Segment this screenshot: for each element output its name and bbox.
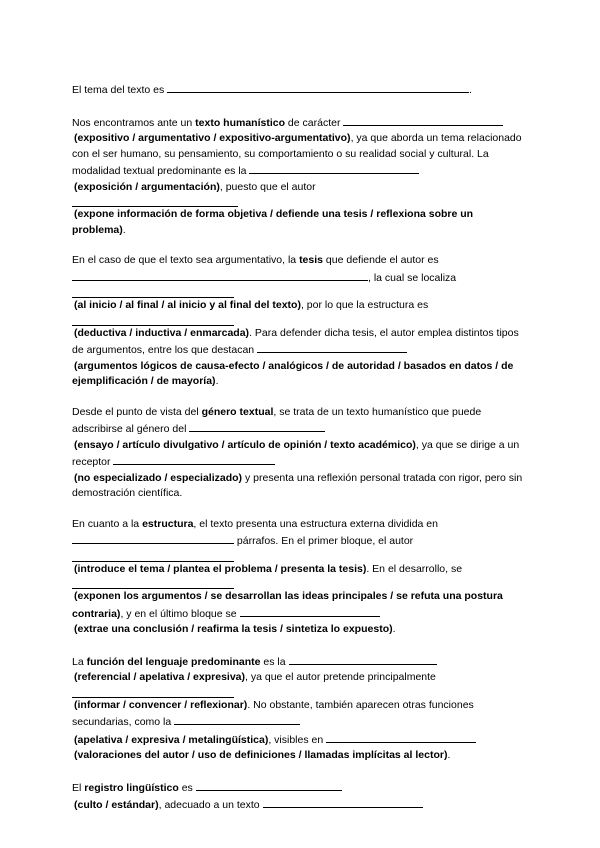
options-primer-bloque: (introduce el tema / plantea el problema / presenta la tesis)	[74, 562, 367, 575]
tema-label: El tema del texto es	[72, 84, 165, 96]
text: , el texto presenta una estructura externa dividida en	[193, 517, 438, 530]
text: . No obstante, también aparecen otras funciones secundarias, como la	[72, 698, 474, 728]
text: En cuanto a la	[72, 517, 143, 530]
text: El	[72, 781, 85, 794]
text: .	[447, 749, 451, 761]
ultimo-bloque-blank[interactable]	[240, 605, 380, 617]
text: , por lo que la estructura es	[300, 299, 429, 311]
text: , ya que el autor pretende principalmente	[245, 671, 436, 683]
argumentos-blank[interactable]	[257, 341, 407, 353]
text: y presenta una reflexión personal tratada con rigor, pero sin demostración científica.	[72, 471, 523, 499]
paragraph-estructura	[72, 517, 528, 638]
tesis-blank[interactable]	[72, 269, 368, 281]
tema-end: .	[469, 84, 473, 96]
text: , adecuado a un texto	[158, 799, 260, 811]
options-caracter: (expositivo / argumentativo / expositivo-argumentativo)	[74, 132, 351, 144]
funcion-blank[interactable]	[289, 653, 437, 665]
text: párrafos. En el primer bloque, el autor	[234, 535, 414, 547]
text: La	[72, 655, 87, 668]
desarrollo-blank[interactable]	[72, 577, 234, 589]
genero-blank[interactable]	[189, 420, 325, 432]
text: , ya que se dirige a un receptor	[72, 438, 520, 468]
options-genero: (ensayo / artículo divulgativo / artículo de opinión / texto académico)	[74, 438, 416, 451]
parrafos-blank[interactable]	[72, 532, 234, 544]
paragraph-tipologia	[72, 114, 528, 239]
paragraph-registro	[72, 779, 528, 814]
primer-bloque-blank[interactable]	[72, 550, 234, 562]
paragraph-funcion	[72, 653, 528, 764]
text: , puesto que el autor	[219, 180, 316, 193]
text: , visibles en	[268, 733, 324, 746]
text: .	[392, 623, 396, 635]
options-pretende: (informar / convencer / reflexionar)	[74, 698, 248, 711]
text: Desde el punto de vista del	[72, 405, 202, 418]
text: .	[215, 375, 219, 387]
text: que defiende el autor es	[323, 254, 439, 266]
estructura-tesis-blank[interactable]	[72, 314, 234, 326]
options-receptor: (no especializado / especializado)	[74, 471, 243, 484]
tema-blank[interactable]	[167, 81, 469, 93]
options-intencion: (expone información de forma objetiva / defiende una tesis / reflexiona sobre un problema)	[72, 208, 474, 236]
registro-blank[interactable]	[196, 779, 342, 791]
options-localizacion: (al inicio / al final / al inicio y al final del texto)	[74, 299, 301, 311]
text: de carácter	[285, 116, 341, 129]
text: .	[122, 223, 126, 236]
visibles-en-blank[interactable]	[326, 731, 476, 743]
options-argumentos: (argumentos lógicos de causa-efecto / analógicos / de autoridad / basados en datos / de ejemplificación / de mayoría)	[72, 359, 514, 387]
options-desarrollo: (exponen los argumentos / se desarrollan las ideas principales / se refuta una postura contraria)	[72, 590, 503, 620]
caracter-blank[interactable]	[343, 114, 503, 126]
options-modalidad: (exposición / argumentación)	[74, 180, 220, 193]
text: . Para defender dicha tesis, el autor emplea distintos tipos de argumentos, entre los que destacan	[72, 326, 519, 356]
text: es la	[260, 655, 286, 668]
receptor-blank[interactable]	[113, 453, 275, 465]
options-visibles-en: (valoraciones del autor / uso de definiciones / llamadas implícitas al lector)	[74, 749, 448, 761]
text: es	[178, 781, 193, 794]
bold-term: función del lenguaje predominante	[86, 655, 261, 668]
options-funcion: (referencial / apelativa / expresiva)	[74, 671, 246, 683]
options-ultimo-bloque: (extrae una conclusión / reafirma la tesis / sintetiza lo expuesto)	[74, 623, 393, 635]
text: , ya que aborda un tema relacionado con el ser humano, su pensamiento, su comportamiento o su realidad social y cultural. La modalidad textual predominante es la	[72, 132, 522, 177]
bold-term: texto humanístico	[195, 116, 286, 129]
options-registro: (culto / estándar)	[74, 799, 159, 811]
text: Nos encontramos ante un	[72, 116, 196, 129]
autor-blank[interactable]	[72, 195, 238, 207]
text: , la cual se localiza	[368, 271, 457, 284]
paragraph-tesis	[72, 253, 528, 390]
text: , se trata de un texto humanístico que puede adscribirse al género del	[72, 405, 482, 435]
text: . En el desarrollo, se	[366, 562, 463, 575]
bold-term: género textual	[201, 405, 274, 418]
texto-adecuado-blank[interactable]	[263, 796, 423, 808]
bold-term: registro lingüístico	[84, 781, 179, 794]
worksheet	[72, 81, 528, 829]
paragraph-genero	[72, 405, 528, 502]
paragraph-tema	[72, 81, 528, 99]
bold-term: estructura	[142, 517, 194, 530]
pretende-blank[interactable]	[72, 686, 234, 698]
funciones-secundarias-blank[interactable]	[174, 713, 300, 725]
text: En el caso de que el texto sea argumentativo, la	[72, 254, 300, 266]
localizacion-blank[interactable]	[72, 286, 234, 298]
options-estructura-tesis: (deductiva / inductiva / enmarcada)	[74, 326, 250, 339]
bold-term: tesis	[299, 254, 323, 266]
options-funciones-secundarias: (apelativa / expresiva / metalingüística)	[74, 733, 269, 746]
modalidad-blank[interactable]	[249, 162, 419, 174]
text: , y en el último bloque se	[120, 607, 237, 620]
